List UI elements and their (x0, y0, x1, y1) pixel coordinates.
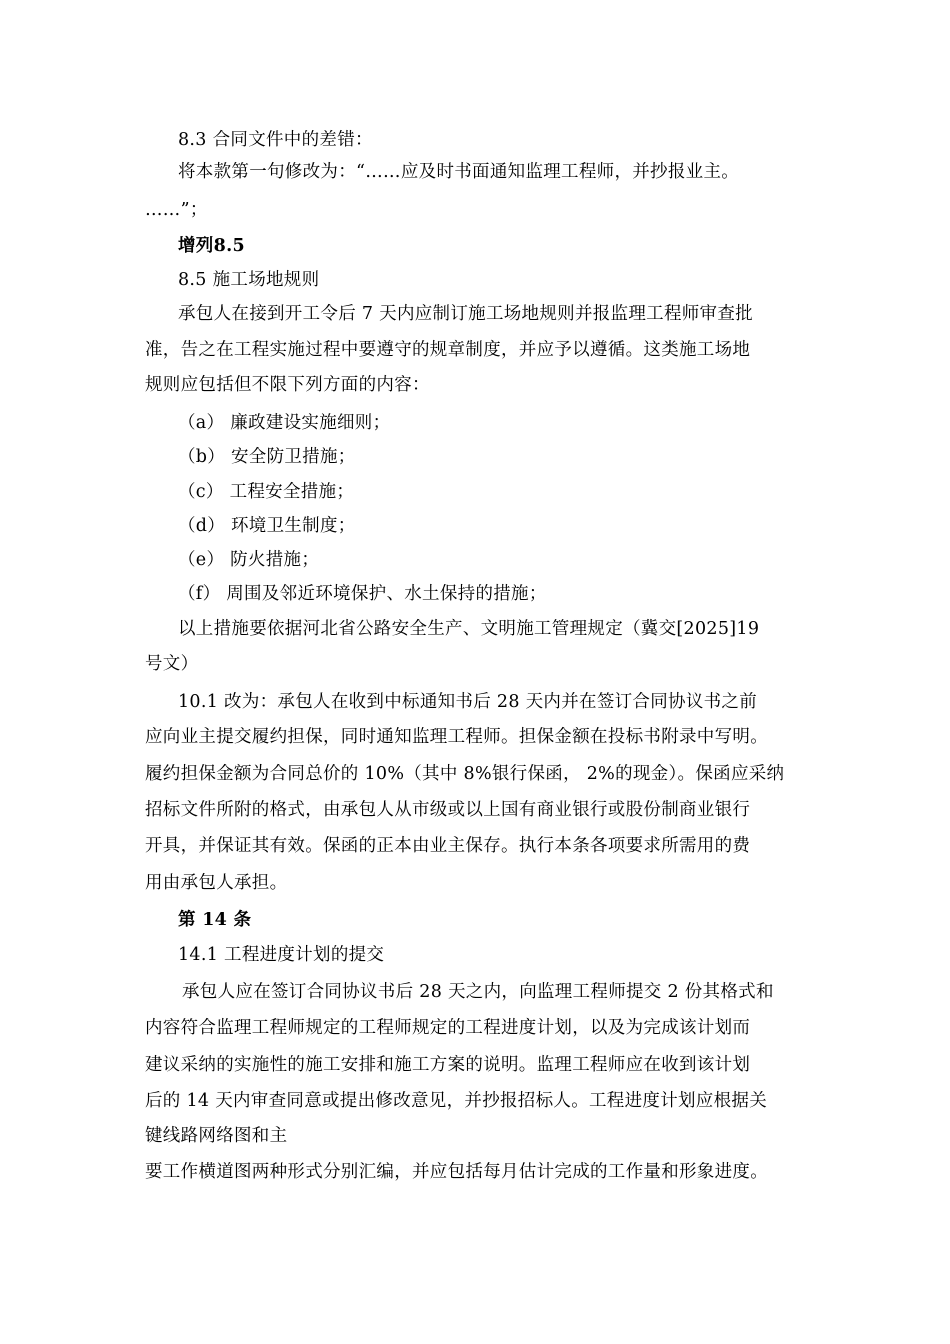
list-item: （b） 安全防卫措施； (178, 447, 356, 467)
paragraph-line-10-1: 10.1 改为：承包人在收到中标通知书后 28 天内并在签订合同协议书之前 (178, 692, 758, 712)
list-item: （a） 廉政建设实施细则； (178, 413, 391, 433)
section-heading-add-8-5: 增列8.5 (178, 236, 245, 256)
paragraph-line: 开具，并保证其有效。保函的正本由业主保存。执行本条各项要求所需用的费 (145, 836, 751, 856)
section-heading-8-5: 8.5 施工场地规则 (178, 270, 320, 290)
paragraph-line: 内容符合监理工程师规定的工程师规定的工程进度计划，以及为完成该计划而 (145, 1018, 751, 1038)
paragraph-line: 承包人应在签订合同协议书后 28 天之内，向监理工程师提交 2 份其格式和 (182, 982, 774, 1002)
paragraph-line: 招标文件所附的格式，由承包人从市级或以上国有商业银行或股份制商业银行 (145, 800, 751, 820)
list-item: （e） 防火措施； (178, 550, 320, 570)
paragraph-line: 建议采纳的实施性的施工安排和施工方案的说明。监理工程师应在收到该计划 (145, 1055, 751, 1075)
paragraph-line: ……”； (145, 200, 208, 220)
section-heading-article-14: 第 14 条 (178, 910, 252, 930)
paragraph-line: 承包人在接到开工令后 7 天内应制订施工场地规则并报监理工程师审查批 (178, 304, 753, 324)
list-item: （d） 环境卫生制度； (178, 516, 356, 536)
paragraph-line: 键线路网络图和主 (145, 1126, 288, 1146)
list-item: （f） 周围及邻近环境保护、水土保持的措施； (178, 584, 547, 604)
paragraph-line: 准，告之在工程实施过程中要遵守的规章制度，并应予以遵循。这类施工场地 (145, 340, 751, 360)
list-item: （c） 工程安全措施； (178, 482, 355, 502)
section-heading-14-1: 14.1 工程进度计划的提交 (178, 945, 385, 965)
paragraph-line: 应向业主提交履约担保，同时通知监理工程师。担保金额在投标书附录中写明。 (145, 727, 768, 747)
paragraph-line: 后的 14 天内审查同意或提出修改意见，并抄报招标人。工程进度计划应根据关 (145, 1091, 767, 1111)
paragraph-line: 以上措施要依据河北省公路安全生产、文明施工管理规定（冀交[2025]19 (178, 619, 760, 639)
section-heading-8-3: 8.3 合同文件中的差错： (178, 130, 373, 150)
paragraph-line: 要工作横道图两种形式分别汇编，并应包括每月估计完成的工作量和形象进度。 (145, 1162, 768, 1182)
paragraph-line: 用由承包人承担。 (145, 873, 288, 893)
paragraph-line: 将本款第一句修改为：“……应及时书面通知监理工程师，并抄报业主。 (178, 162, 740, 182)
paragraph-line: 规则应包括但不限下列方面的内容： (145, 375, 430, 395)
paragraph-line: 号文） (145, 654, 199, 674)
paragraph-line: 履约担保金额为合同总价的 10%（其中 8%银行保函， 2%的现金）。保函应采纳 (145, 764, 785, 784)
